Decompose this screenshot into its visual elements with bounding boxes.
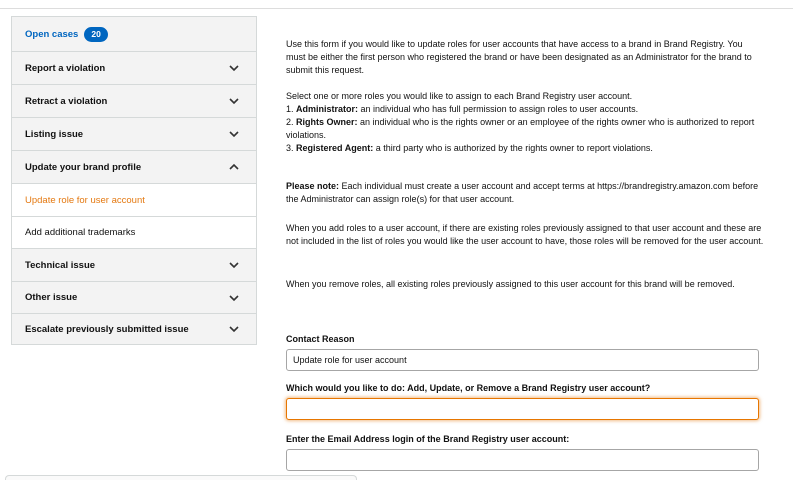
- sidebar-item-retract-violation[interactable]: [12, 85, 256, 117]
- role-number: 2.: [286, 117, 297, 127]
- role-number: 3.: [286, 143, 297, 153]
- chevron-down-icon: [228, 260, 240, 270]
- role-registered-agent: [286, 142, 764, 155]
- action-field[interactable]: [286, 398, 759, 420]
- roles-intro: Select one or more roles you would like to assign to each Brand Registry user account.: [286, 91, 633, 101]
- role-description: an individual who is the rights owner or an employee of the rights owner who is authorized to report violations.: [286, 117, 755, 140]
- sidebar-item-update-brand-profile[interactable]: [12, 151, 256, 183]
- chevron-down-icon: [228, 129, 240, 139]
- contact-reason-field[interactable]: [286, 349, 759, 371]
- open-cases-label[interactable]: Open cases: [25, 28, 79, 40]
- email-field[interactable]: [286, 449, 759, 471]
- note-label: Please note:: [286, 181, 340, 191]
- sidebar-item-label: Retract a violation: [25, 95, 108, 107]
- note-text: Each individual must create a user account and accept terms at https://brandregistry.amazon.com before the Administrator can assign role(s) for that user account.: [286, 181, 759, 204]
- sidebar-item-listing-issue[interactable]: [12, 118, 256, 150]
- role-administrator: [286, 103, 764, 116]
- email-label: Enter the Email Address login of the Brand Registry user account:: [286, 434, 570, 444]
- sidebar-item-label: Add additional trademarks: [25, 227, 136, 238]
- sidebar-item-label: Update your brand profile: [25, 161, 142, 173]
- chevron-down-icon: [228, 293, 240, 303]
- sidebar-item-label: Technical issue: [25, 259, 96, 271]
- sidebar-nav: [11, 16, 257, 345]
- chevron-down-icon: [228, 96, 240, 106]
- remove-roles-paragraph: When you remove roles, all existing roles previously assigned to this user account for this brand will be removed.: [286, 279, 735, 289]
- sidebar-item-label: Listing issue: [25, 128, 84, 140]
- roles-block: [286, 90, 764, 155]
- sidebar-item-label: Update role for user account: [25, 194, 145, 206]
- role-description: a third party who is authorized by the rights owner to report violations.: [373, 143, 653, 153]
- sidebar-subitem-update-role[interactable]: [12, 184, 256, 216]
- sidebar-open-cases[interactable]: [12, 17, 256, 51]
- role-name: Rights Owner:: [296, 117, 358, 127]
- open-cases-count-badge: 20: [84, 27, 107, 42]
- top-divider: [0, 8, 793, 9]
- action-question-label: Which would you like to do: Add, Update, or Remove a Brand Registry user account?: [286, 383, 651, 393]
- role-rights-owner: [286, 116, 764, 142]
- bottom-panel-tab: [5, 475, 357, 480]
- intro-paragraph: Use this form if you would like to update roles for user accounts that have access to a brand in Brand Registry. You must be either the first person who registered the brand or have been designated as an Administrator for the brand to submit this request.: [286, 39, 752, 75]
- chevron-down-icon: [228, 63, 240, 73]
- add-roles-paragraph: When you add roles to a user account, if there are existing roles previously assigned to that user account and these are not included in the list of roles you would like the user account to have, those roles will be removed for the user account.: [286, 223, 764, 246]
- role-name: Registered Agent:: [296, 143, 374, 153]
- note-paragraph: [286, 180, 764, 206]
- sidebar-subitem-add-trademarks[interactable]: [12, 217, 256, 248]
- role-name: Administrator:: [296, 104, 359, 114]
- sidebar-item-other-issue[interactable]: [12, 282, 256, 313]
- contact-reason-label: Contact Reason: [286, 334, 355, 344]
- sidebar-item-technical-issue[interactable]: [12, 249, 256, 281]
- chevron-up-icon: [228, 162, 240, 172]
- sidebar-item-label: Other issue: [25, 292, 78, 303]
- sidebar-item-label: Report a violation: [25, 62, 106, 74]
- chevron-down-icon: [228, 324, 240, 334]
- sidebar-item-label: Escalate previously submitted issue: [25, 323, 189, 335]
- role-description: an individual who has full permission to assign roles to user accounts.: [358, 104, 639, 114]
- sidebar-item-report-violation[interactable]: [12, 52, 256, 84]
- sidebar-item-escalate-issue[interactable]: [12, 314, 256, 344]
- role-number: 1.: [286, 104, 297, 114]
